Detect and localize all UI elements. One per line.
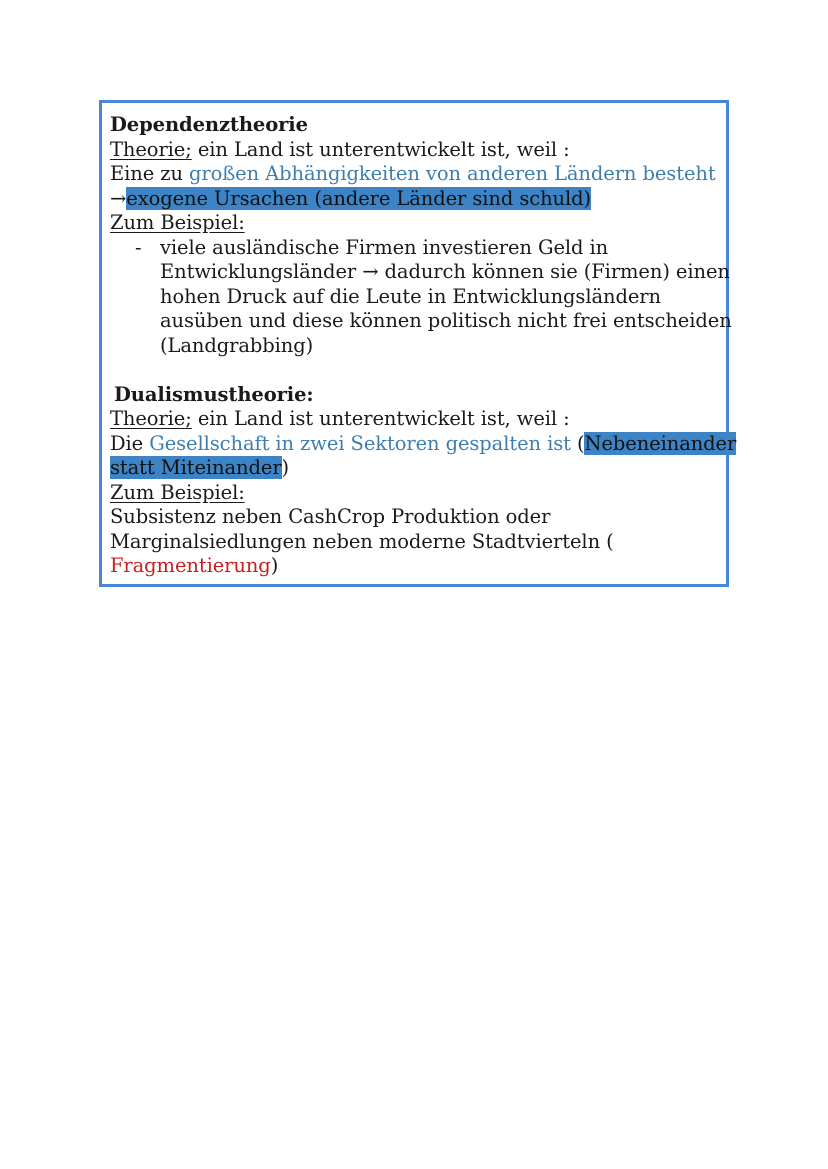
dualismus-theory-label: Theorie;: [110, 407, 192, 430]
bullet-line: ausüben und diese können politisch nicht frei entscheiden: [160, 309, 732, 332]
dependenz-cause-line: [110, 162, 720, 187]
bullet-dash: -: [135, 235, 142, 259]
arrow-icon: →: [110, 186, 127, 210]
bullet-line: hohen Druck auf die Leute in Entwicklungsländern: [160, 284, 661, 308]
paren-open: (: [570, 431, 585, 455]
bullet-line: (Landgrabbing): [160, 333, 314, 357]
dualismus-theory-text: ein Land ist unterentwickelt ist, weil :: [191, 407, 570, 430]
paren-close: ): [281, 456, 290, 479]
dualismus-theory-line: [110, 407, 720, 432]
dualismus-example-line: Subsistenz neben CashCrop Produktion oder: [110, 505, 551, 528]
dualismus-highlight-line: [110, 456, 720, 481]
dualismus-highlight-part2: statt Miteinander: [110, 456, 282, 479]
dualismus-fragment-line: [110, 554, 720, 579]
dualismus-example-label: Zum Beispiel:: [110, 480, 245, 504]
dualismus-cause-prefix: Die: [110, 431, 150, 455]
dualismus-highlight-part1: Nebeneinander: [584, 431, 737, 455]
dependenz-cause-prefix: Eine zu: [110, 162, 189, 185]
dependenz-theory-line: [110, 138, 720, 163]
fragment-close: ): [270, 554, 279, 577]
dualismus-cause-highlight: Gesellschaft in zwei Sektoren gespalten ist: [149, 431, 571, 455]
dualismus-example-line: Marginalsiedlungen neben moderne Stadtvierteln (: [110, 529, 614, 553]
dependenz-theory-text: ein Land ist unterentwickelt ist, weil :: [191, 137, 570, 161]
dependenz-example-label: Zum Beispiel:: [110, 211, 245, 234]
theory-content: [110, 113, 737, 579]
dependenz-heading: Dependenztheorie: [110, 113, 308, 136]
dependenz-bullet: [110, 235, 732, 359]
dependenz-cause-highlight: großen Abhängigkeiten von anderen Ländern besteht: [189, 162, 716, 185]
dependenz-exogen-highlight: exogene Ursachen (andere Länder sind schuld): [126, 186, 592, 210]
bullet-line: Entwicklungsländer → dadurch können sie (Firmen) einen: [160, 260, 730, 283]
dualismus-heading: Dualismustheorie:: [114, 382, 314, 406]
dependenz-theory-label: Theorie;: [110, 137, 192, 161]
section-spacer: [110, 358, 720, 383]
dualismus-cause-line: [110, 431, 737, 457]
bullet-line: viele ausländische Firmen investieren Geld in: [160, 235, 609, 259]
theory-box: [99, 100, 737, 587]
fragmentierung-term: Fragmentierung: [110, 554, 271, 577]
dependenz-exogen-line: [110, 187, 720, 212]
